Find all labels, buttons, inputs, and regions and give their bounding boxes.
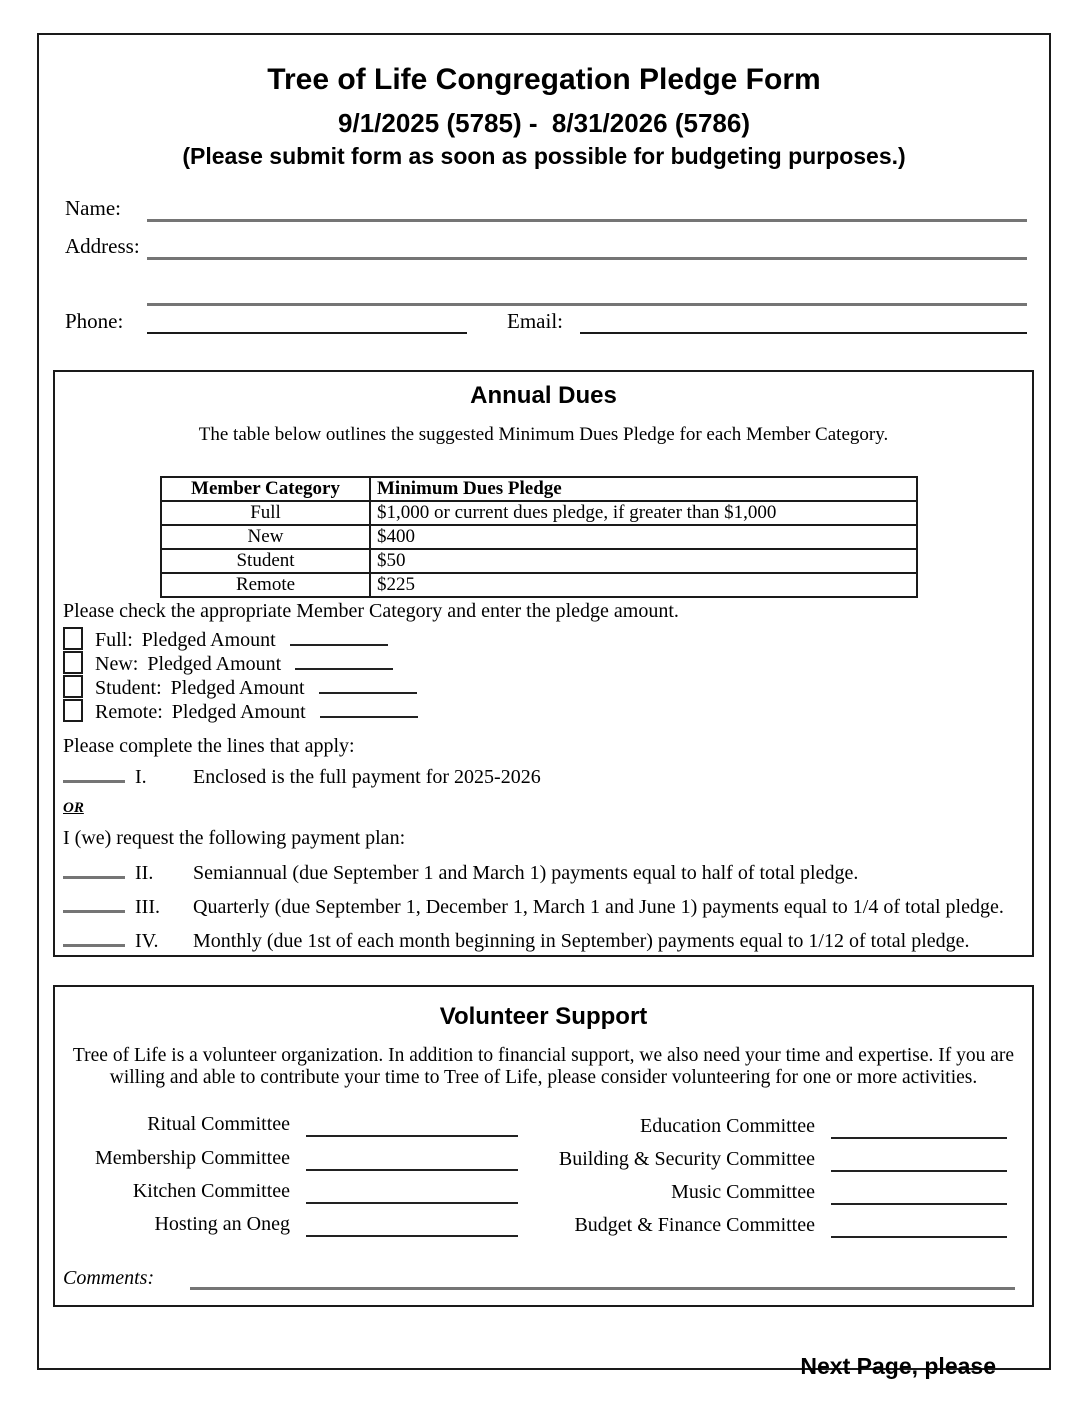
payment-i-text: Enclosed is the full payment for 2025-2026 (193, 766, 541, 788)
check-instruction: Please check the appropriate Member Category and enter the pledge amount. (63, 600, 679, 622)
form-subtitle: (Please submit form as soon as possible for budgeting purposes.) (182, 143, 906, 169)
name-line[interactable] (147, 219, 1027, 222)
dues-category: Remote (161, 573, 370, 597)
pledged-amount-label: Pledged Amount (170, 677, 305, 699)
pledge-category-label: New: (95, 653, 139, 675)
committee-label-building-security: Building & Security Committee (558, 1148, 815, 1170)
payment-ii-numeral: II. (135, 862, 154, 884)
committee-label-budget-finance: Budget & Finance Committee (574, 1214, 815, 1236)
dues-category: New (161, 525, 370, 549)
pledge-option-remote (63, 699, 418, 723)
payment-iii-line[interactable] (63, 896, 125, 913)
full-amount-line[interactable] (290, 630, 388, 646)
committee-label-membership: Membership Committee (95, 1147, 290, 1169)
payment-iv-numeral: IV. (135, 930, 159, 952)
volunteer-support-section (53, 985, 1034, 1307)
student-checkbox[interactable] (63, 675, 83, 698)
annual-dues-intro: The table below outlines the suggested Minimum Dues Pledge for each Member Category. (198, 424, 889, 445)
page-border (37, 33, 1051, 1379)
pledge-option-full (63, 627, 388, 651)
phone-label: Phone: (65, 309, 124, 333)
payment-iii-numeral: III. (135, 896, 160, 918)
payment-i-numeral: I. (135, 766, 147, 788)
full-checkbox[interactable] (63, 627, 83, 650)
payment-iv-line[interactable] (63, 930, 125, 947)
committee-label-ritual: Ritual Committee (147, 1113, 290, 1135)
committee-label-music: Music Committee (671, 1181, 815, 1203)
dues-table-row (161, 573, 917, 597)
address-line-2[interactable] (147, 303, 1027, 306)
form-date-range: 9/1/2025 (5785) - 8/31/2026 (5786) (338, 108, 750, 138)
student-amount-line[interactable] (319, 678, 417, 694)
dues-amount: $400 (370, 525, 917, 549)
committee-line-education[interactable] (831, 1137, 1007, 1139)
comments-line[interactable] (190, 1287, 1015, 1290)
pledge-option-new (63, 651, 393, 675)
payment-iv-text: Monthly (due 1st of each month beginning in September) payments equal to 1/12 of total pledge. (193, 930, 970, 952)
payment-option-full-payment (63, 766, 541, 789)
dues-table-header-pledge: Minimum Dues Pledge (370, 477, 917, 501)
committee-label-oneg: Hosting an Oneg (154, 1213, 290, 1235)
new-checkbox[interactable] (63, 651, 83, 674)
new-amount-line[interactable] (295, 654, 393, 670)
pledge-category-label: Remote: (95, 701, 163, 723)
address-label: Address: (65, 234, 140, 258)
email-label: Email: (507, 309, 563, 333)
payment-iii-text: Quarterly (due September 1, December 1, March 1 and June 1) payments equal to 1/4 of total pledge. (193, 896, 1004, 918)
pledged-amount-label: Pledged Amount (171, 701, 306, 723)
dues-category: Full (161, 501, 370, 525)
payment-option-monthly (63, 930, 970, 953)
dues-amount: $225 (370, 573, 917, 597)
pledge-category-label: Student: (95, 677, 162, 699)
remote-amount-line[interactable] (320, 702, 418, 718)
dues-table-header-row (161, 477, 917, 501)
name-label: Name: (65, 196, 121, 220)
dues-table-row (161, 549, 917, 573)
committee-label-kitchen: Kitchen Committee (132, 1180, 290, 1202)
address-line-1[interactable] (147, 257, 1027, 260)
dues-table (160, 476, 918, 598)
pledge-option-student (63, 675, 417, 699)
committee-line-building-security[interactable] (831, 1170, 1007, 1172)
payment-ii-text: Semiannual (due September 1 and March 1) payments equal to half of total pledge. (193, 862, 859, 884)
pledge-category-label: Full: (95, 629, 133, 651)
annual-dues-heading: Annual Dues (470, 382, 617, 409)
pledged-amount-label: Pledged Amount (147, 653, 282, 675)
or-label: OR (63, 800, 84, 816)
dues-amount: $1,000 or current dues pledge, if greater than $1,000 (370, 501, 917, 525)
committee-label-education: Education Committee (640, 1115, 815, 1137)
phone-line[interactable] (147, 332, 467, 334)
email-line[interactable] (580, 332, 1027, 334)
dues-table-row (161, 525, 917, 549)
next-page-note: Next Page, please (800, 1353, 996, 1379)
dues-amount: $50 (370, 549, 917, 573)
dues-table-row (161, 501, 917, 525)
payment-option-quarterly (63, 896, 1004, 919)
form-title: Tree of Life Congregation Pledge Form (267, 63, 821, 96)
pledged-amount-label: Pledged Amount (141, 629, 276, 651)
payment-ii-line[interactable] (63, 862, 125, 879)
payment-i-line[interactable] (63, 766, 125, 783)
volunteer-intro: Tree of Life is a volunteer organization. In addition to financial support, we also need your time and expertise. If you are willing and able to contribute your time to Tree of Life, please consider volunteering for one or more activities. (72, 1045, 1015, 1088)
committee-line-budget-finance[interactable] (831, 1236, 1007, 1238)
complete-instruction: Please complete the lines that apply: (63, 735, 355, 757)
comments-label: Comments: (63, 1267, 155, 1289)
remote-checkbox[interactable] (63, 699, 83, 722)
dues-category: Student (161, 549, 370, 573)
committee-line-music[interactable] (831, 1203, 1007, 1205)
annual-dues-section (53, 370, 1034, 957)
plan-intro: I (we) request the following payment plan: (63, 827, 406, 849)
volunteer-heading: Volunteer Support (439, 1003, 648, 1030)
dues-table-header-category: Member Category (161, 477, 370, 501)
payment-option-semiannual (63, 862, 858, 885)
